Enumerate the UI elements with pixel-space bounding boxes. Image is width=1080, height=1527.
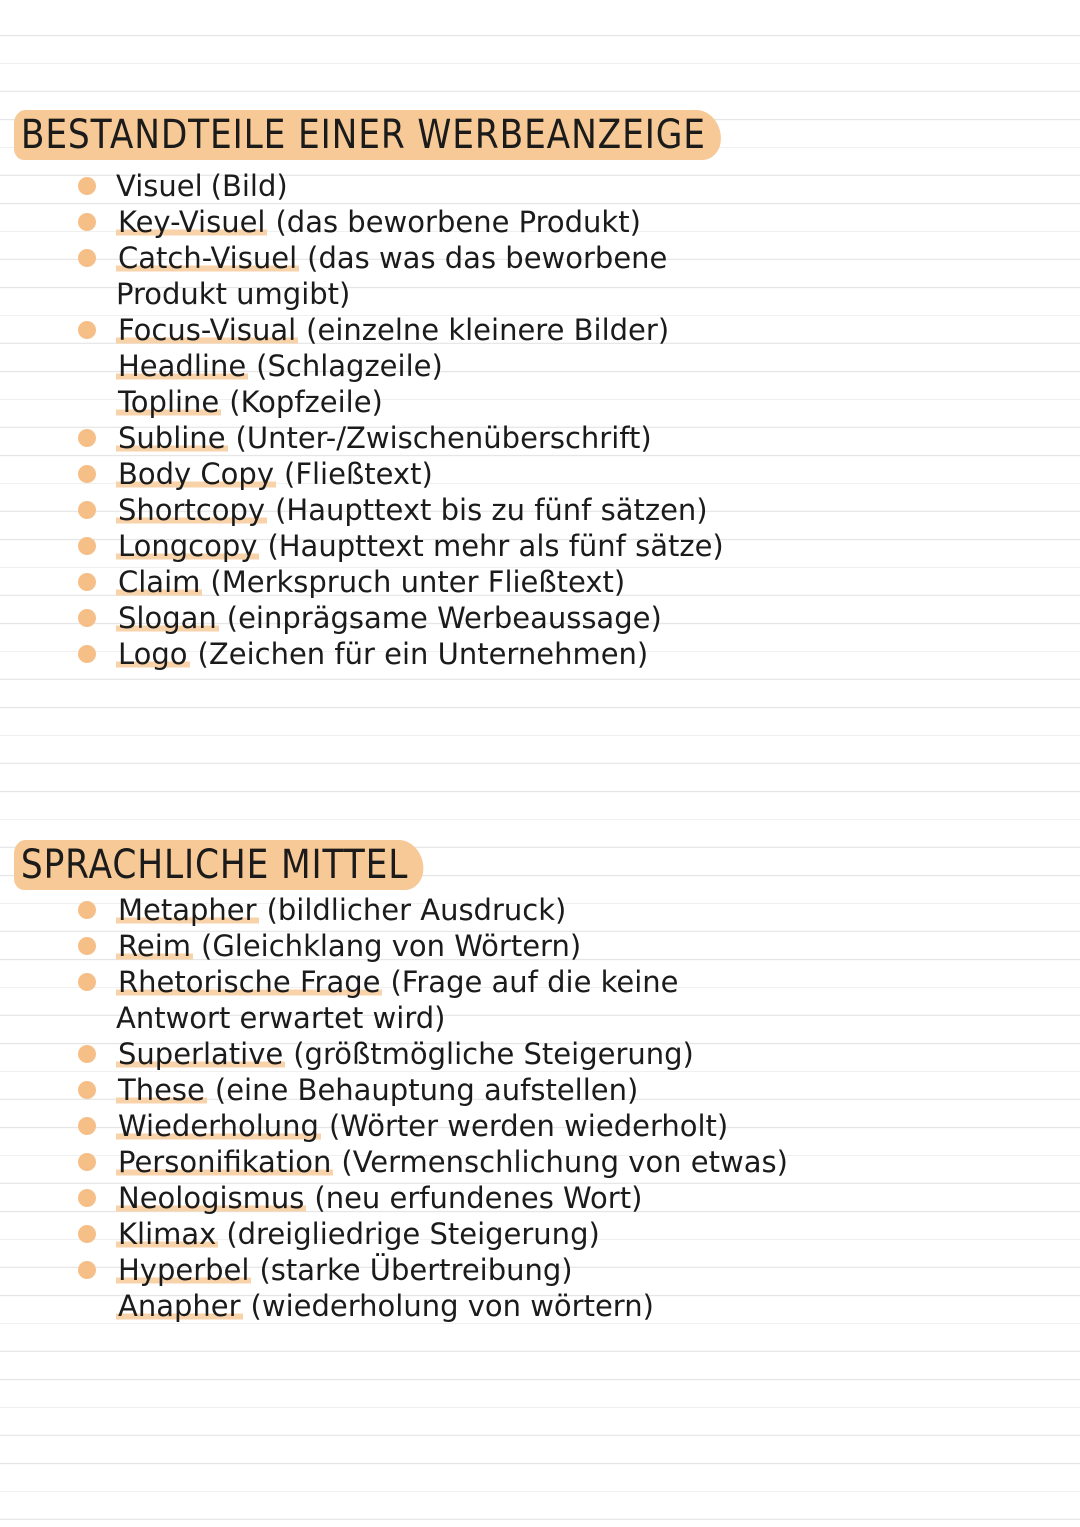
definition: (einzelne kleinere Bilder) <box>306 313 670 347</box>
list-item-continuation <box>0 1000 1080 1036</box>
term: Hyperbel <box>118 1253 250 1287</box>
bullet-dot-icon <box>78 973 96 991</box>
definition: (das beworbene Produkt) <box>275 205 641 239</box>
term: Catch-Visuel <box>118 241 298 275</box>
list-item <box>0 1252 1080 1288</box>
term: Longcopy <box>118 529 258 563</box>
list-item <box>0 240 1080 276</box>
bullet-dot-icon <box>78 937 96 955</box>
list-item <box>0 928 1080 964</box>
term: Topline <box>118 385 220 419</box>
term: Superlative <box>118 1037 284 1071</box>
term: Anapher <box>118 1289 241 1323</box>
sprachliche-mittel-list <box>0 892 1080 1324</box>
term: Visuel <box>116 169 203 203</box>
definition: (eine Behauptung aufstellen) <box>214 1073 639 1107</box>
list-item <box>0 204 1080 240</box>
term: Logo <box>118 637 188 671</box>
term: Klimax <box>118 1217 217 1251</box>
list-item <box>0 1108 1080 1144</box>
definition: (Zeichen für ein Unternehmen) <box>197 637 649 671</box>
definition: (Bild) <box>210 169 288 203</box>
list-item <box>0 1180 1080 1216</box>
bullet-dot-icon <box>78 1153 96 1171</box>
term: Body Copy <box>118 457 274 491</box>
list-item <box>0 964 1080 1000</box>
term: Personifikation <box>118 1145 332 1179</box>
definition: (Frage auf die keine <box>390 965 679 999</box>
list-item <box>0 636 1080 672</box>
list-item <box>0 1288 1080 1324</box>
term: Headline <box>118 349 247 383</box>
bullet-dot-icon <box>78 901 96 919</box>
bullet-dot-icon <box>78 645 96 663</box>
list-item <box>0 456 1080 492</box>
bullet-dot-icon <box>78 1189 96 1207</box>
list-item <box>0 1216 1080 1252</box>
bullet-dot-icon <box>78 213 96 231</box>
term: Wiederholung <box>118 1109 319 1143</box>
bestandteile-list <box>0 168 1080 672</box>
term: Reim <box>118 929 191 963</box>
section-heading-bestandteile: BESTANDTEILE EINER WERBEANZEIGE <box>14 110 721 160</box>
definition: (Vermenschlichung von etwas) <box>341 1145 788 1179</box>
bullet-dot-icon <box>78 1117 96 1135</box>
term: Focus-Visual <box>118 313 297 347</box>
definition: Antwort erwartet wird) <box>116 1001 446 1035</box>
bullet-dot-icon <box>78 501 96 519</box>
definition: (Unter-/Zwischenüberschrift) <box>235 421 652 455</box>
term: Metapher <box>118 893 257 927</box>
list-item <box>0 312 1080 348</box>
list-item <box>0 348 1080 384</box>
definition: (Haupttext bis zu fünf sätzen) <box>275 493 708 527</box>
term: These <box>118 1073 205 1107</box>
definition: Produkt umgibt) <box>116 277 351 311</box>
definition: (Kopfzeile) <box>229 385 383 419</box>
term: Neologismus <box>118 1181 305 1215</box>
definition: (Wörter werden wiederholt) <box>328 1109 729 1143</box>
definition: (Gleichklang von Wörtern) <box>201 929 582 963</box>
list-item <box>0 892 1080 928</box>
list-item <box>0 492 1080 528</box>
section-heading-sprachliche-mittel: SPRACHLICHE MITTEL <box>14 840 424 890</box>
definition: (wiederholung von wörtern) <box>250 1289 654 1323</box>
definition: (Fließtext) <box>284 457 433 491</box>
definition: (einprägsame Werbeaussage) <box>226 601 662 635</box>
bullet-dot-icon <box>78 1225 96 1243</box>
bullet-dot-icon <box>78 465 96 483</box>
definition: (neu erfundenes Wort) <box>314 1181 643 1215</box>
bullet-dot-icon <box>78 177 96 195</box>
list-item <box>0 1144 1080 1180</box>
term: Subline <box>118 421 226 455</box>
bullet-dot-icon <box>78 1261 96 1279</box>
list-item <box>0 1072 1080 1108</box>
list-item <box>0 528 1080 564</box>
term: Shortcopy <box>118 493 266 527</box>
bullet-dot-icon <box>78 573 96 591</box>
term: Rhetorische Frage <box>118 965 381 999</box>
bullet-dot-icon <box>78 537 96 555</box>
list-item <box>0 384 1080 420</box>
list-item <box>0 1036 1080 1072</box>
bullet-dot-icon <box>78 1081 96 1099</box>
bullet-dot-icon <box>78 429 96 447</box>
term: Slogan <box>118 601 217 635</box>
list-item-continuation <box>0 276 1080 312</box>
list-item <box>0 168 1080 204</box>
list-item <box>0 600 1080 636</box>
bullet-dot-icon <box>78 609 96 627</box>
definition: (bildlicher Ausdruck) <box>266 893 567 927</box>
definition: (das was das beworbene <box>307 241 668 275</box>
bullet-dot-icon <box>78 1045 96 1063</box>
list-item <box>0 420 1080 456</box>
definition: (starke Übertreibung) <box>259 1253 573 1287</box>
definition: (Merkspruch unter Fließtext) <box>210 565 626 599</box>
definition: (größtmögliche Steigerung) <box>293 1037 694 1071</box>
term: Claim <box>118 565 201 599</box>
bullet-dot-icon <box>78 321 96 339</box>
term: Key-Visuel <box>118 205 266 239</box>
bullet-dot-icon <box>78 249 96 267</box>
list-item <box>0 564 1080 600</box>
definition: (Haupttext mehr als fünf sätze) <box>267 529 724 563</box>
definition: (Schlagzeile) <box>256 349 443 383</box>
definition: (dreigliedrige Steigerung) <box>226 1217 600 1251</box>
